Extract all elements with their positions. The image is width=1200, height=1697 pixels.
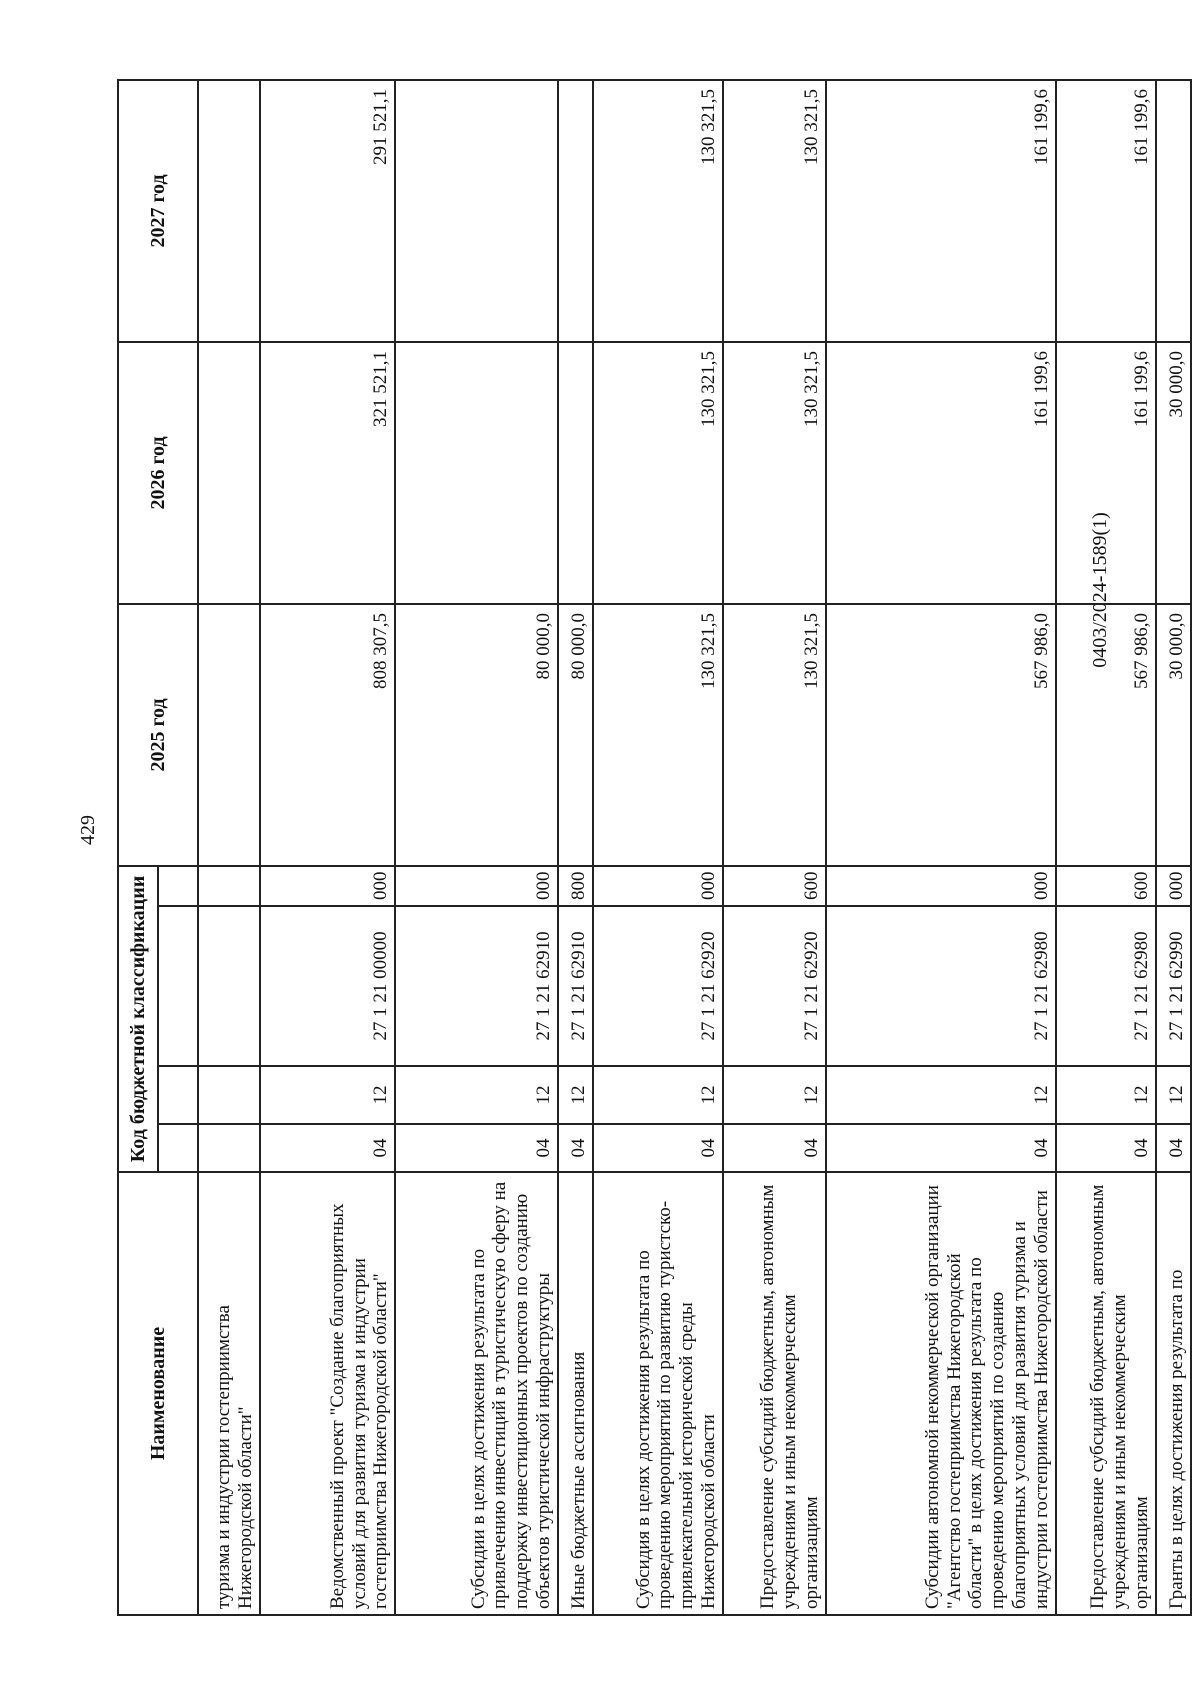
header-code-article [158, 906, 198, 1066]
row-value-2027: 161 199,6 [1056, 80, 1156, 342]
row-code-expense-type: 600 [723, 866, 826, 906]
row-code-article: 27 1 21 62920 [593, 906, 723, 1066]
row-value-2025: 808 307,5 [260, 604, 395, 866]
header-2027: 2027 год [118, 80, 198, 342]
row-value-2027 [395, 80, 558, 342]
row-value-2025 [198, 604, 260, 866]
table-row [1156, 80, 1191, 1615]
row-code-article [198, 906, 260, 1066]
row-code-expense-type: 000 [260, 866, 395, 906]
row-value-2026 [395, 342, 558, 604]
row-code-section [198, 1124, 260, 1172]
table-row [723, 80, 826, 1615]
row-code-article: 27 1 21 62910 [395, 906, 558, 1066]
row-code-section: 04 [826, 1124, 1056, 1172]
row-value-2025: 30 000,0 [1156, 604, 1191, 866]
row-value-2025: 567 986,0 [1056, 604, 1156, 866]
row-name: Субсидии автономной некоммерческой организации "Агентство гостеприимства Нижегородской области" в целях достижения результата по проведению мероприятий по созданию благоприятных условий для развития туризма и индустрии гостеприимства Нижегородской области [826, 1172, 1056, 1615]
row-code-article: 27 1 21 62990 [1156, 906, 1191, 1066]
row-name: Предоставление субсидий бюджетным, автономным учреждениям и иным некоммерческим организациям [1056, 1172, 1156, 1615]
row-value-2025: 130 321,5 [593, 604, 723, 866]
row-code-subsection: 12 [593, 1066, 723, 1124]
row-code-section: 04 [395, 1124, 558, 1172]
row-code-subsection: 12 [260, 1066, 395, 1124]
table-row [395, 80, 558, 1615]
row-code-section: 04 [1056, 1124, 1156, 1172]
table-row [593, 80, 723, 1615]
row-value-2025: 130 321,5 [723, 604, 826, 866]
row-value-2026: 161 199,6 [826, 342, 1056, 604]
row-name: Ведомственный проект "Создание благоприятных условий для развития туризма и индустрии гостеприимства Нижегородской области" [260, 1172, 395, 1615]
row-code-section: 04 [260, 1124, 395, 1172]
header-2025: 2025 год [118, 604, 198, 866]
row-code-expense-type: 000 [593, 866, 723, 906]
header-2026: 2026 год [118, 342, 198, 604]
header-code-section [158, 1124, 198, 1172]
row-code-article: 27 1 21 62920 [723, 906, 826, 1066]
page-number: 429 [77, 815, 99, 845]
row-code-section: 04 [593, 1124, 723, 1172]
header-code-expense-type [158, 866, 198, 906]
row-value-2026: 130 321,5 [593, 342, 723, 604]
row-value-2026 [558, 342, 593, 604]
row-code-expense-type: 800 [558, 866, 593, 906]
row-code-expense-type: 600 [1056, 866, 1156, 906]
row-code-article: 27 1 21 00000 [260, 906, 395, 1066]
header-code-subsection [158, 1066, 198, 1124]
row-value-2027 [558, 80, 593, 342]
row-code-section: 04 [1156, 1124, 1191, 1172]
row-value-2025: 567 986,0 [826, 604, 1056, 866]
row-code-expense-type: 000 [826, 866, 1056, 906]
row-value-2027: 291 521,1 [260, 80, 395, 342]
row-code-subsection: 12 [1056, 1066, 1156, 1124]
row-value-2027 [1156, 80, 1191, 342]
table-row [558, 80, 593, 1615]
row-code-section: 04 [723, 1124, 826, 1172]
row-value-2026 [198, 342, 260, 604]
row-code-section: 04 [558, 1124, 593, 1172]
row-name: Субсидии в целях достижения результата по привлечению инвестиций в туристическую сферу на поддержку инвестиционных проектов по созданию объектов туристической инфраструктуры [395, 1172, 558, 1615]
document-code: 0403/2024-1589(1) [1088, 512, 1111, 668]
row-name: Иные бюджетные ассигнования [558, 1172, 593, 1615]
row-value-2026: 161 199,6 [1056, 342, 1156, 604]
row-value-2026: 130 321,5 [723, 342, 826, 604]
header-code: Код бюджетной классификации [118, 866, 158, 1172]
budget-table [117, 79, 1192, 1616]
row-code-subsection: 12 [723, 1066, 826, 1124]
row-code-expense-type: 000 [1156, 866, 1191, 906]
header-name: Наименование [118, 1172, 198, 1615]
table-row [198, 80, 260, 1615]
table-row [260, 80, 395, 1615]
table-row [1056, 80, 1156, 1615]
row-code-article: 27 1 21 62910 [558, 906, 593, 1066]
budget-table-wrapper [117, 81, 1192, 1616]
row-value-2026: 30 000,0 [1156, 342, 1191, 604]
row-code-article: 27 1 21 62980 [1056, 906, 1156, 1066]
row-value-2027: 161 199,6 [826, 80, 1056, 342]
row-value-2027 [198, 80, 260, 342]
header-row-top [118, 80, 158, 1615]
row-name: Гранты в целях достижения результата по [1156, 1172, 1191, 1615]
row-value-2027: 130 321,5 [593, 80, 723, 342]
row-value-2025: 80 000,0 [558, 604, 593, 866]
row-code-expense-type [198, 866, 260, 906]
row-name: туризма и индустрии гостеприимства Нижегородской области" [198, 1172, 260, 1615]
row-code-expense-type: 000 [395, 866, 558, 906]
row-name: Субсидия в целях достижения результата по проведению мероприятий по развитию туристско-привлекательной исторической среды Нижегородской области [593, 1172, 723, 1615]
row-value-2027: 130 321,5 [723, 80, 826, 342]
row-value-2026: 321 521,1 [260, 342, 395, 604]
row-value-2025: 80 000,0 [395, 604, 558, 866]
row-code-subsection: 12 [826, 1066, 1056, 1124]
row-name: Предоставление субсидий бюджетным, автономным учреждениям и иным некоммерческим организациям [723, 1172, 826, 1615]
row-code-article: 27 1 21 62980 [826, 906, 1056, 1066]
row-code-subsection: 12 [395, 1066, 558, 1124]
row-code-subsection: 12 [1156, 1066, 1191, 1124]
table-row [826, 80, 1056, 1615]
row-code-subsection: 12 [558, 1066, 593, 1124]
row-code-subsection [198, 1066, 260, 1124]
